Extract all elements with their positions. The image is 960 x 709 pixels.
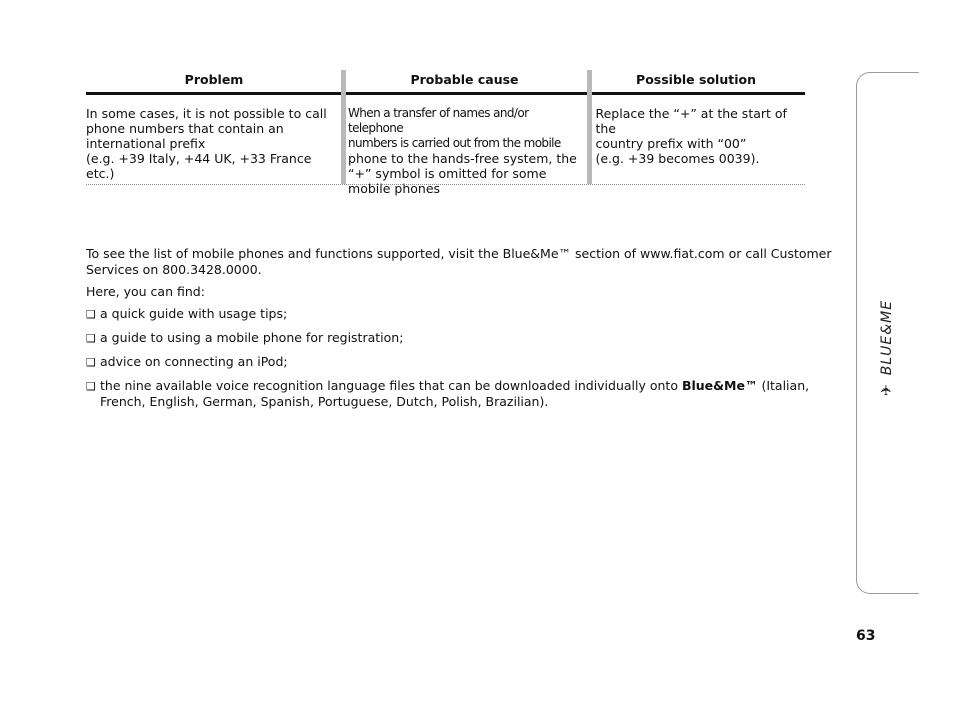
resource-list — [86, 306, 836, 410]
solution-cell — [583, 95, 805, 187]
solution-line: Replace the “+” at the start of the — [595, 106, 787, 136]
intro-line-2-prefix: Services on — [86, 262, 163, 277]
list-item — [86, 330, 836, 347]
cause-line: mobile phones — [348, 181, 441, 196]
cause-line: numbers is carried out from the mobile — [348, 136, 561, 150]
intro-line-2-suffix: . — [257, 262, 262, 277]
page-number: 63 — [856, 628, 876, 644]
checkbox-bullet-icon: ❑ — [86, 356, 96, 369]
cause-line: When a transfer of names and/or telephone — [348, 106, 529, 135]
list-item-text — [100, 378, 836, 410]
list-item-text-after: (Italian, French, English, German, Spanish, Portuguese, Dutch, Polish, Brazilian). — [100, 378, 810, 409]
table-header-row — [86, 70, 805, 92]
problem-line: international prefix — [86, 136, 206, 151]
list-item-text-before: the nine available voice recognition language files that can be downloaded individually onto — [100, 378, 682, 393]
checkbox-bullet-icon: ❑ — [86, 332, 96, 345]
brand-logo — [862, 280, 912, 400]
problem-cell — [86, 95, 336, 187]
list-item-text: a quick guide with usage tips; — [100, 306, 288, 321]
problem-line: (e.g. +39 Italy, +44 UK, +33 France etc.) — [86, 151, 312, 181]
table-row — [86, 95, 805, 196]
solution-line: (e.g. +39 becomes 0039). — [595, 151, 760, 166]
cause-line: “+” symbol is omitted for some — [348, 166, 547, 181]
list-item — [86, 378, 836, 410]
problem-line: phone numbers that contain an — [86, 121, 284, 136]
blue-and-me-logo-icon: ✈ — [879, 383, 895, 396]
here-text: Here, you can find: — [86, 284, 205, 299]
body-text — [86, 246, 836, 417]
list-item — [86, 354, 836, 371]
brand-mark — [876, 286, 898, 396]
list-item-text: advice on connecting an iPod; — [100, 354, 288, 369]
problem-line: In some cases, it is not possible to call — [86, 106, 327, 121]
checkbox-bullet-icon: ❑ — [86, 308, 96, 321]
customer-services-phone: 800.3428.0000 — [162, 262, 258, 277]
intro-paragraph — [86, 246, 836, 278]
cause-cell — [336, 95, 583, 196]
intro-line-1: To see the list of mobile phones and functions supported, visit the Blue&Me™ section of www.fiat.com or call Customer — [86, 246, 832, 261]
column-separator — [587, 70, 592, 184]
checkbox-bullet-icon: ❑ — [86, 380, 96, 393]
header-problem: Problem — [184, 72, 244, 87]
cause-line: phone to the hands-free system, the — [348, 151, 577, 166]
list-item-text: a guide to using a mobile phone for registration; — [100, 330, 404, 345]
brand-name-bold: Blue&Me™ — [681, 378, 758, 393]
header-possible-solution: Possible solution — [636, 72, 756, 87]
brand-text: BLUE&ME — [879, 299, 895, 376]
troubleshooting-table — [86, 70, 805, 196]
header-probable-cause: Probable cause — [410, 72, 519, 87]
list-item — [86, 306, 836, 323]
table-bottom-rule — [86, 184, 805, 185]
column-separator — [341, 70, 346, 184]
solution-line: country prefix with “00” — [595, 136, 747, 151]
